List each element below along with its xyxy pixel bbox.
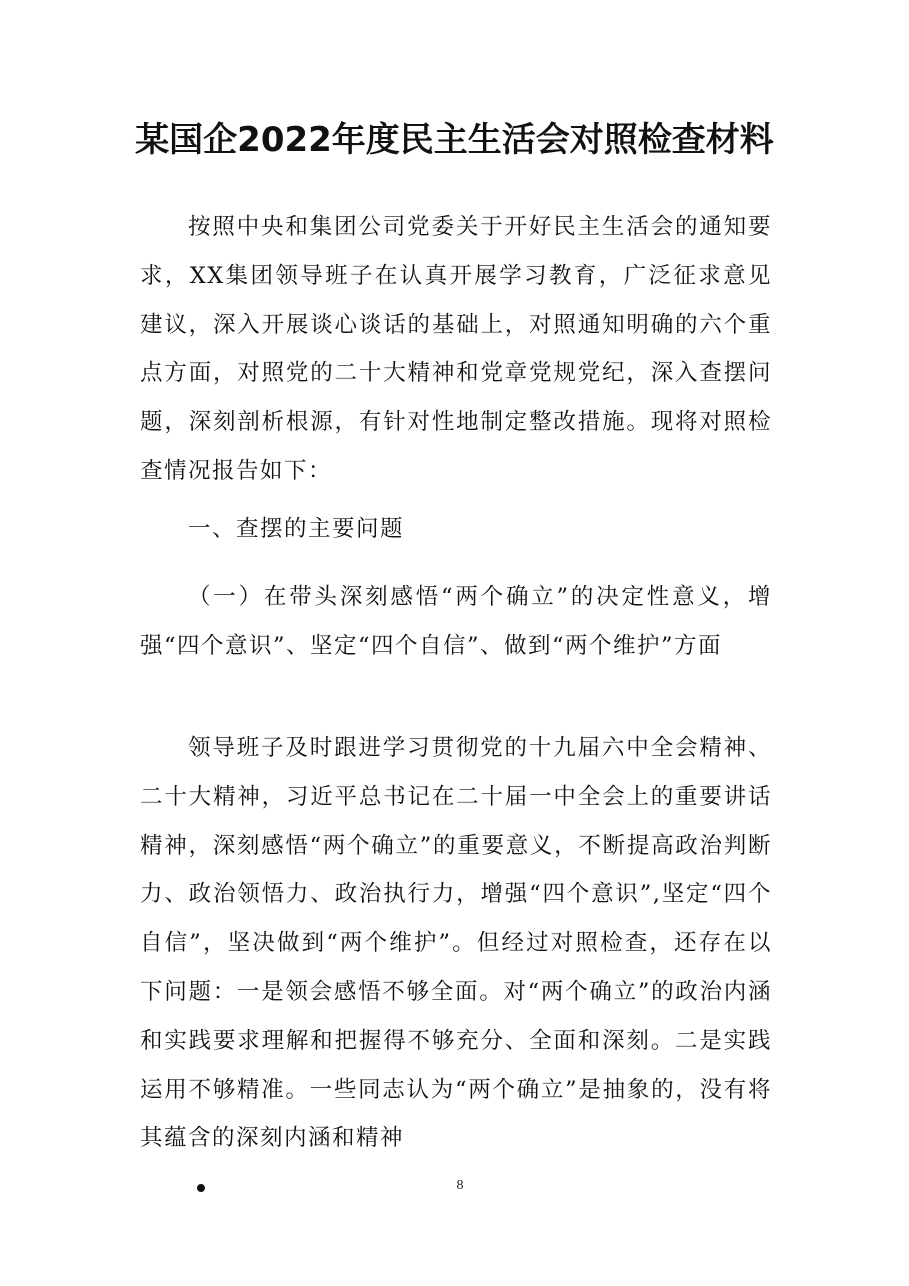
document-title: 某国企2022年度民主生活会对照检查材料 (135, 120, 774, 160)
footer-bullet-icon (197, 1184, 205, 1192)
subsection-heading: （一）在带头深刻感悟“两个确立”的决定性意义，增强“四个意识”、坚定“四个自信”、做到“两个维护”方面 (140, 584, 772, 659)
page-number: 8 (456, 1178, 464, 1193)
section-heading: 一、查摆的主要问题 (188, 516, 405, 542)
intro-paragraph: 按照中央和集团公司党委关于开好民主生活会的通知要求，XX集团领导班子在认真开展学习教育，广泛征求意见建议，深入开展谈心谈话的基础上，对照通知明确的六个重点方面，对照党的二十大精神和党章党规党纪，深入查摆问题，深刻剖析根源，有针对性地制定整改措施。现将对照检查情况报告如下： (140, 214, 772, 484)
body-paragraph: 领导班子及时跟进学习贯彻党的十九届六中全会精神、二十大精神，习近平总书记在二十届一中全会上的重要讲话精神，深刻感悟“两个确立”的重要意义，不断提高政治判断力、政治领悟力、政治执行力，增强“四个意识”,坚定“四个自信”，坚决做到“两个维护”。但经过对照检查，还存在以下问题：一是领会感悟不够全面。对“两个确立”的政治内涵和实践要求理解和把握得不够充分、全面和深刻。二是实践运用不够精准。一些同志认为“两个确立”是抽象的，没有将其蕴含的深刻内涵和精神 (140, 735, 772, 1152)
